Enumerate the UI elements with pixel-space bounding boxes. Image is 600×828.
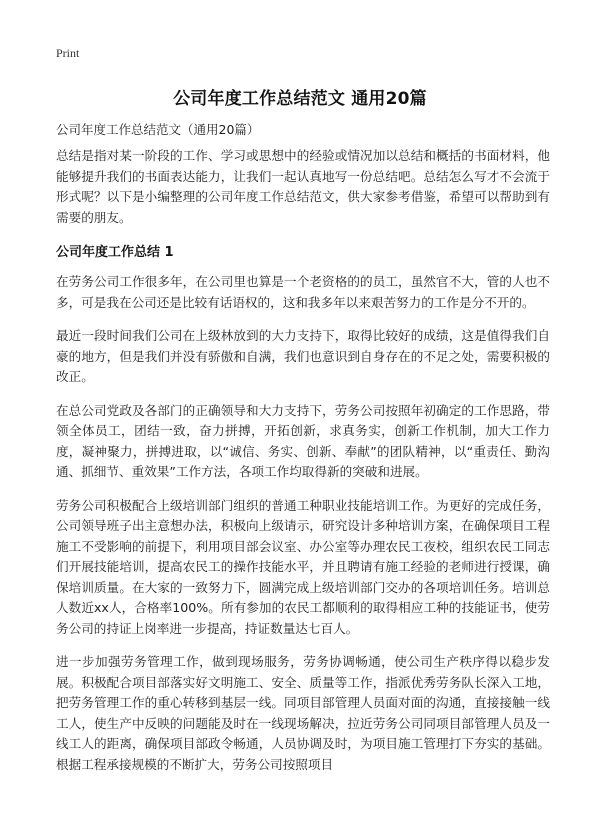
print-label[interactable]: Print — [56, 46, 80, 60]
document-title: 公司年度工作总结范文 通用20篇 — [173, 89, 427, 109]
body-paragraph-3: 在总公司党政及各部门的正确领导和大力支持下，劳务公司按照年初确定的工作思路，带领全体员工，团结一致，奋力拼搏，开拓创新，求真务实，创新工作机制，加大工作力度，凝神聚力，拼搏进取，以“诚信、务实、创新、奉献”的团队精神，以“重责任、勤沟通、抓细节、重效果”工作方法，各项工作均取得新的突破和进展。 — [56, 402, 550, 479]
document-subtitle: 公司年度工作总结范文（通用20篇） — [56, 122, 260, 137]
body-paragraph-1: 在劳务公司工作很多年，在公司里也算是一个老资格的的员工，虽然官不大，管的人也不多，可是我在公司还是比较有话语权的，这和我多年以来艰苦努力的工作是分不开的。 — [56, 274, 550, 310]
body-paragraph-5: 进一步加强劳务管理工作，做到现场服务，劳务协调畅通，使公司生产秩序得以稳步发展。积极配合项目部落实好文明施工、安全、质量等工作，指派优秀劳务队长深入工地，把劳务管理工作的重心转移到基层一线。同项目部管理人员面对面的沟通，直接接触一线工人，使生产中反映的问题能及时在一线现场解决，拉近劳务公司同项目部管理人员及一线工人的距离，确保项目部政令畅通，人员协调及时，为项目施工管理打下夯实的基础。根据工程承接规模的不断扩大，劳务公司按照项目 — [56, 654, 550, 772]
document-body — [56, 146, 550, 788]
section-heading: 公司年度工作总结 1 — [56, 245, 174, 260]
intro-paragraph: 总结是指对某一阶段的工作、学习或思想中的经验或情况加以总结和概括的书面材料，他能够提升我们的书面表达能力，让我们一起认真地写一份总结吧。总结怎么写才不会流于形式呢？以下是小编整理的公司年度工作总结范文，供大家参考借鉴，希望可以帮助到有需要的朋友。 — [56, 148, 550, 225]
body-paragraph-4: 劳务公司积极配合上级培训部门组织的普通工种职业技能培训工作。为更好的完成任务，公司领导班子出主意想办法，积极向上级请示，研究设计多种培训方案，在确保项目工程施工不受影响的前提下，利用项目部会议室、办公室等办理农民工夜校，组织农民工同志们开展技能培训，提高农民工的操作技能水平，并且聘请有施工经验的老师进行授课，确保培训质量。在大家的一致努力下，圆满完成上级培训部门交办的各项培训任务。培训总人数近xx人，合格率100%。所有参加的农民工都顺利的取得相应工种的技能证书，使劳务公司的持证上岗率进一步提高，持证数量达七百人。 — [56, 497, 550, 636]
body-paragraph-2: 最近一段时间我们公司在上级林放到的大力支持下，取得比较好的成绩，这是值得我们自豪的地方，但是我们并没有骄傲和自满，我们也意识到自身存在的不足之处，需要积极的改正。 — [56, 328, 550, 384]
